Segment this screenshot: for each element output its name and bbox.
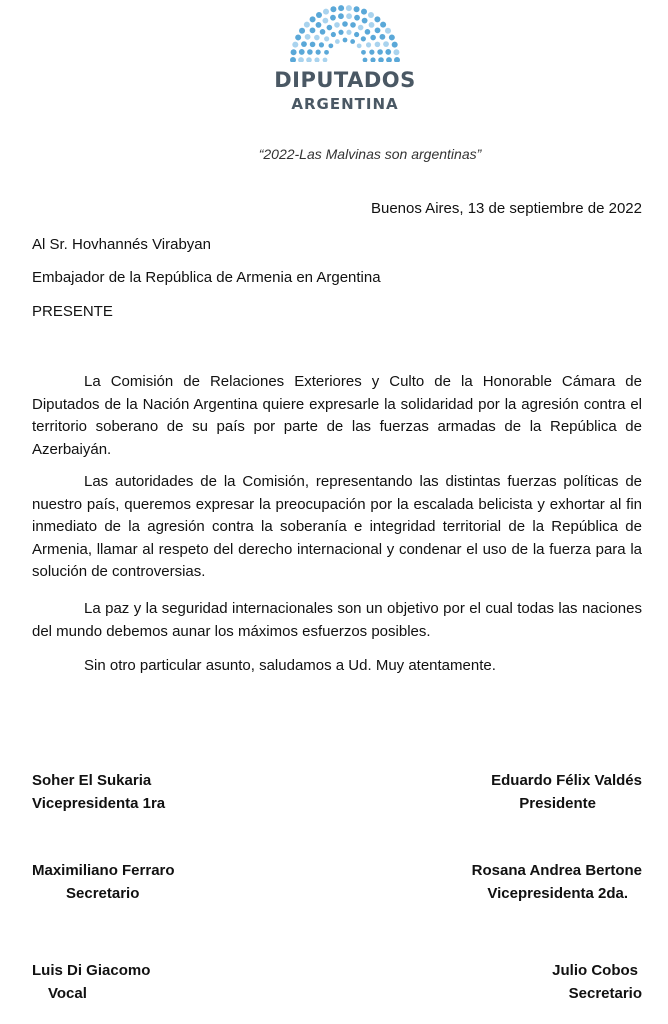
paragraph-2: Las autoridades de la Comisión, representando las distintas fuerzas políticas de nuestro país, queremos expresar la preocupación por la escalada belicista y exhortar al fin inmediato de la agresión contra la soberanía e integridad territorial de la República de Armenia, llamar al respeto del derecho internacional y condenar el uso de la fuerza para la solución de controversias. <box>32 473 642 580</box>
seat-dot <box>307 49 313 55</box>
recipient-title: Embajador de la República de Armenia en Argentina <box>32 269 381 286</box>
signatory-role: Vocal <box>48 985 87 1002</box>
signatory-role: Secretario <box>568 985 642 1002</box>
seat-dot <box>370 35 376 41</box>
signatory-name: Luis Di Giacomo <box>32 962 151 979</box>
signatory-role: Presidente <box>519 795 596 812</box>
seat-dot <box>324 36 329 41</box>
signatory-name: Rosana Andrea Bertone <box>471 862 642 879</box>
seat-dot <box>380 34 386 40</box>
hemicycle-icon <box>288 4 402 62</box>
seat-dot <box>369 50 374 55</box>
diputados-logo <box>272 4 418 114</box>
signatory-left-1 <box>32 769 165 815</box>
seat-dot <box>310 42 316 48</box>
seat-dot <box>365 29 371 35</box>
presente: PRESENTE <box>32 303 113 320</box>
seat-dot <box>366 42 371 47</box>
seat-dot <box>361 50 366 55</box>
signatory-left-2 <box>32 859 175 905</box>
logo-country: ARGENTINA <box>291 95 399 113</box>
signatory-role: Vicepresidenta 1ra <box>32 795 166 812</box>
signatory-right-3 <box>552 959 642 1005</box>
seat-dot <box>346 30 351 35</box>
recipient-name: Al Sr. Hovhannés Virabyan <box>32 236 211 253</box>
signatory-role: Vicepresidenta 2da. <box>487 885 628 902</box>
seat-dot <box>383 41 389 47</box>
logo-org-name: DIPUTADOS <box>274 68 416 92</box>
paragraph-1: La Comisión de Relaciones Exteriores y Culto de la Honorable Cámara de Diputados de la Nación Argentina quiere expresarle la solidaridad por la agresión contra el territorio soberano de su país por parte de las fuerzas armadas de la República de Azerbaiyán. <box>32 373 642 458</box>
seat-dot <box>392 42 398 48</box>
seat-dot <box>338 5 344 11</box>
seat-dot <box>361 9 367 15</box>
seat-dot <box>385 49 391 55</box>
seat-dot <box>377 49 383 55</box>
seat-dot <box>362 18 368 24</box>
seat-dot <box>306 57 312 62</box>
seat-dot <box>338 13 344 19</box>
signatory-role: Secretario <box>66 885 140 902</box>
seat-dot <box>369 22 375 28</box>
seat-dot <box>393 49 399 55</box>
seat-dot <box>357 43 362 48</box>
seat-dot <box>380 22 386 28</box>
seat-dot <box>316 50 321 55</box>
seat-dot <box>305 34 311 40</box>
seat-dot <box>316 22 322 28</box>
seat-dot <box>368 12 374 18</box>
signatory-name: Maximiliano Ferraro <box>32 862 175 879</box>
seat-dot <box>320 29 326 35</box>
seat-dot <box>327 25 333 31</box>
seat-dot <box>322 18 328 24</box>
signatory-name: Julio Cobos <box>552 962 638 979</box>
seat-dot <box>331 32 336 37</box>
seat-dot <box>330 6 336 12</box>
paragraph-3: La paz y la seguridad internacionales son un objetivo por el cual todas las naciones del mundo debemos aunar los máximos esfuerzos posibles. <box>32 600 642 640</box>
motto: “2022-Las Malvinas son argentinas” <box>258 146 482 162</box>
seat-dot <box>346 5 352 11</box>
seat-dot <box>361 36 366 41</box>
seat-dot <box>386 57 392 62</box>
seat-dot <box>354 15 360 21</box>
seat-dot <box>330 15 336 21</box>
seat-dot <box>299 49 305 55</box>
seat-dot <box>374 16 380 22</box>
seat-dot <box>354 6 360 12</box>
seat-dot <box>350 39 355 44</box>
seat-dot <box>314 57 319 62</box>
seat-dot <box>378 57 384 62</box>
seat-dot <box>301 41 307 47</box>
seat-dot <box>375 42 381 48</box>
seat-dot <box>358 25 364 31</box>
seat-dot <box>334 22 340 28</box>
seat-dot <box>310 16 316 22</box>
seat-dot <box>291 49 297 55</box>
seat-dot <box>335 39 340 44</box>
seat-dot <box>316 12 322 18</box>
place-date: Buenos Aires, 13 de septiembre de 2022 <box>370 200 642 217</box>
seat-dot <box>310 27 316 33</box>
seat-dot <box>354 32 359 37</box>
seat-dot <box>370 57 375 62</box>
seat-dot <box>346 13 352 19</box>
seat-dot <box>319 42 324 47</box>
signatory-right-2 <box>472 859 642 905</box>
seat-dot <box>292 42 298 48</box>
seat-dot <box>375 27 381 33</box>
seat-dot <box>295 34 301 40</box>
seat-dot <box>324 50 329 55</box>
signatory-name: Eduardo Félix Valdés <box>491 772 642 789</box>
seat-dot <box>314 35 320 41</box>
seat-dot <box>323 58 328 62</box>
signatory-left-3 <box>32 959 150 1005</box>
signatory-right-1 <box>491 769 642 815</box>
seat-dot <box>328 43 333 48</box>
seat-dot <box>385 28 391 34</box>
seat-dot <box>363 58 368 62</box>
seat-dot <box>298 57 304 62</box>
seat-dot <box>394 57 400 62</box>
seat-dot <box>338 30 343 35</box>
seat-dot <box>389 34 395 40</box>
seat-dot <box>304 22 310 28</box>
paragraph-4: Sin otro particular asunto, saludamos a Ud. Muy atentamente. <box>84 657 496 674</box>
seat-dot <box>350 22 356 28</box>
signatory-name: Soher El Sukaria <box>32 772 152 789</box>
seat-dot <box>299 28 305 34</box>
seat-dot <box>290 57 296 62</box>
seat-dot <box>342 21 348 27</box>
seat-dot <box>343 38 348 43</box>
seat-dot <box>323 9 329 15</box>
